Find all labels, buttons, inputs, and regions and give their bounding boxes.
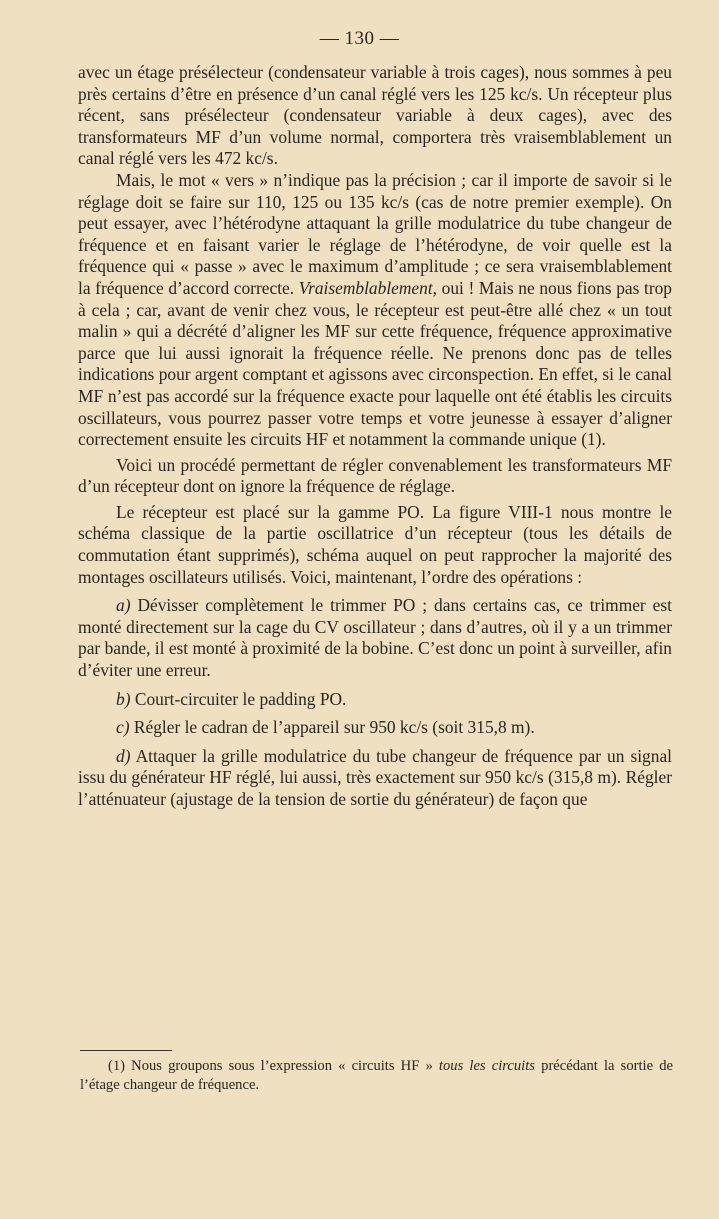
list-item-c: [78, 717, 672, 739]
list-text-b: Court-circuiter le padding PO.: [134, 688, 347, 709]
footnotes: [80, 1057, 673, 1095]
list-text-c: Régler le cadran de l’appareil sur 950 kc/s (soit 315,8 m).: [133, 717, 535, 738]
body-text: [78, 62, 672, 811]
page-number: — 130 —: [319, 28, 400, 49]
footnote-text: (1) Nous groupons sous l’expression « circuits HF »: [108, 1058, 433, 1074]
paragraph-1: avec un étage présélecteur (condensateur variable à trois cages), nous sommes à peu près certains d’être en présence d’un canal réglé vers les 125 kc/s. Un récepteur plus récent, sans présélecteur (condensateur variable à deux cages), avec des transformateurs MF d’un volume normal, comportera très vraisemblablement un canal réglé vers les 472 kc/s.: [78, 62, 672, 169]
list-marker-d: d): [116, 745, 131, 766]
paragraph-2-italic: Vraisemblablement,: [298, 277, 438, 298]
list-marker-b: b): [116, 688, 131, 709]
list-text-d: Attaquer la grille modulatrice du tube changeur de fréquence par un signal issu du générateur HF réglé, lui aussi, très exactement sur 950 kc/s (315,8 m). Régler l’atténuateur (ajustage de la tension de sortie du générateur) de façon que: [78, 745, 672, 809]
list-marker-a: a): [116, 595, 131, 616]
paragraph-2: [78, 170, 672, 451]
list-item-b: [78, 689, 672, 711]
footnote-italic: tous les circuits: [438, 1058, 535, 1074]
footnote-1: [80, 1057, 673, 1095]
list-text-a: Dévisser complètement le trimmer PO ; dans certains cas, ce trimmer est monté directement sur la cage du CV oscillateur ; dans d’autres, où il y a un trimmer par bande, il est monté à proximité de la bobine. C’est donc un point à surveiller, afin d’éviter une erreur.: [78, 595, 672, 681]
footnote-divider: [80, 1050, 172, 1051]
paragraph-2-text-after: oui ! Mais ne nous fions pas trop à cela ; car, avant de venir chez vous, le récepteur est peut-être allé chez « un tout malin » qui a décrété d’aligner les MF sur cette fréquence, fréquence approximative parce que lui aussi ignorait la fréquence réelle. Ne prenons donc pas de telles indications pour argent comptant et agissons avec circonspection. En effet, si le canal MF n’est pas accordé sur la fréquence exacte pour laquelle ont été établis les circuits oscillateurs, vous pourrez passer votre temps et votre jeunesse à essayer d’aligner correctement ensuite les circuits HF et notamment la commande unique (1).: [78, 277, 672, 450]
list-marker-c: c): [116, 717, 130, 738]
list-item-d: [78, 746, 672, 811]
paragraph-2-text: Mais, le mot « vers » n’indique pas la précision ; car il importe de savoir si le réglage doit se faire sur 110, 125 ou 135 kc/s (cas de notre premier exemple). On peut essayer, avec l’hétérodyne attaquant la grille modulatrice du tube changeur de fréquence et en faisant varier le réglage de l’hétérodyne, de voir quelle est la fréquence qui « passe » avec le maximum d’amplitude ; ce sera vraisemblablement la fréquence d’accord correcte.: [78, 169, 672, 298]
paragraph-3: Voici un procédé permettant de régler convenablement les transformateurs MF d’un récepteur dont on ignore la fréquence de réglage.: [78, 454, 672, 497]
paragraph-4: Le récepteur est placé sur la gamme PO. La figure VIII-1 nous montre le schéma classique de la partie oscillatrice d’un récepteur (tous les détails de commutation étant supprimés), schéma auquel on peut rapprocher la majorité des montages oscillateurs utilisés. Voici, maintenant, l’ordre des opérations :: [78, 501, 672, 587]
footnote-text-after: précédant la sortie de l’étage changeur de fréquence.: [80, 1058, 674, 1093]
list-item-a: [78, 595, 672, 681]
